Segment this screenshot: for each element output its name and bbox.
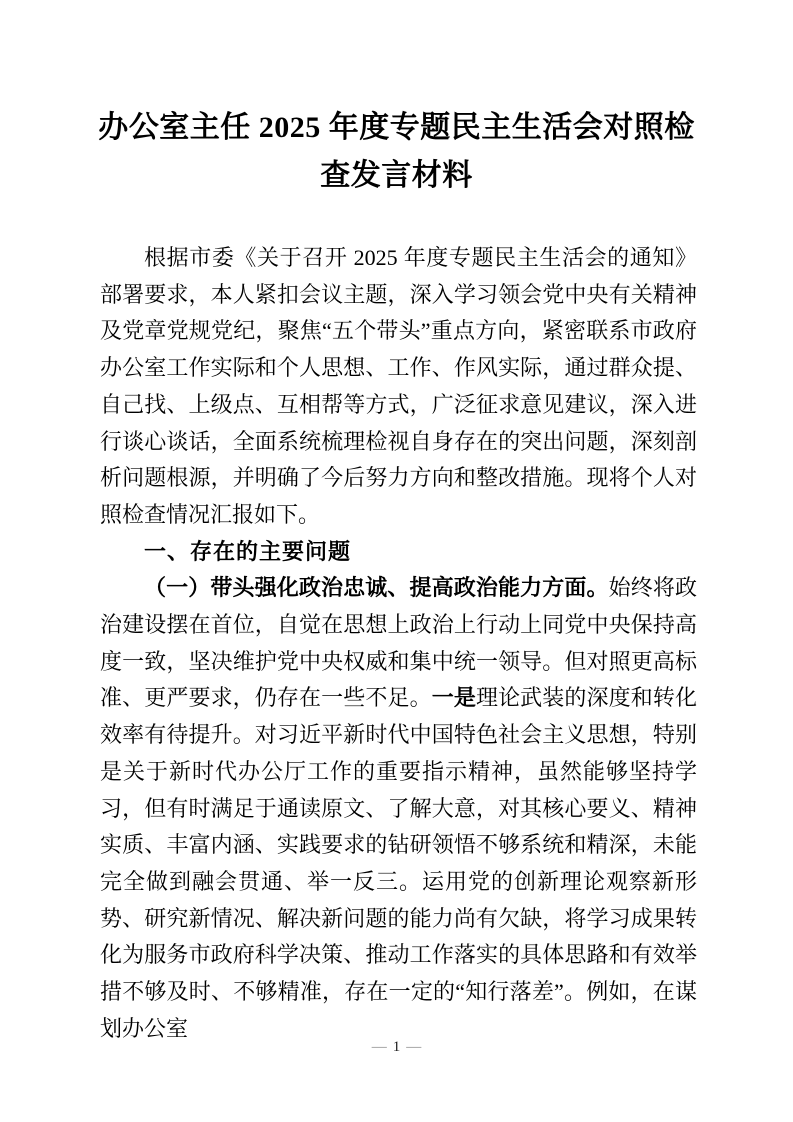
section-heading-text: 一、存在的主要问题 (144, 538, 352, 564)
paragraph-issue-text-1: 始终将政治建设摆在首位，自觉在思想上政治上行动上同党中央保持高度一致，坚决维护党中央权威和集中统一领导。但对照更高标准、更严要求，仍存在一些不足。 (100, 575, 697, 711)
document-body (100, 240, 697, 1047)
footer-dash-right: — (406, 1039, 422, 1055)
paragraph-issue-political-loyalty (100, 570, 697, 1047)
page-footer (0, 1036, 793, 1058)
section-heading-main-problems (100, 534, 697, 571)
paragraph-issue-emphasis-first: 一是 (431, 685, 476, 711)
paragraph-issue-lead-bold: （一）带头强化政治忠诚、提高政治能力方面。 (144, 575, 609, 601)
paragraph-issue-text-2: 理论武装的深度和转化效率有待提升。对习近平新时代中国特色社会主义思想，特别是关于新时代办公厅工作的重要指示精神，虽然能够坚持学习，但有时满足于通读原文、了解大意，对其核心要义、精神实质、丰富内涵、实践要求的钻研领悟不够系统和精深，未能完全做到融会贯通、举一反三。运用党的创新理论观察新形势、研究新情况、解决新问题的能力尚有欠缺，将学习成果转化为服务市政府科学决策、推动工作落实的具体思路和有效举措不够及时、不够精准，存在一定的“知行落差”。例如，在谋划办公室 (100, 685, 697, 1041)
paragraph-intro (100, 240, 697, 534)
paragraph-intro-text: 根据市委《关于召开 2025 年度专题民主生活会的通知》部署要求，本人紧扣会议主题，深入学习领会党中央有关精神及党章党规党纪，聚焦“五个带头”重点方向，紧密联系市政府办公室工作实际和个人思想、工作、作风实际，通过群众提、自己找、上级点、互相帮等方式，广泛征求意见建议，深入进行谈心谈话，全面系统梳理检视自身存在的突出问题，深刻剖析问题根源，并明确了今后努力方向和整改措施。现将个人对照检查情况汇报如下。 (100, 245, 697, 527)
document-title: 办公室主任 2025 年度专题民主生活会对照检查发言材料 (98, 111, 695, 192)
page-number: 1 (392, 1039, 401, 1055)
footer-dash-left: — (371, 1039, 387, 1055)
